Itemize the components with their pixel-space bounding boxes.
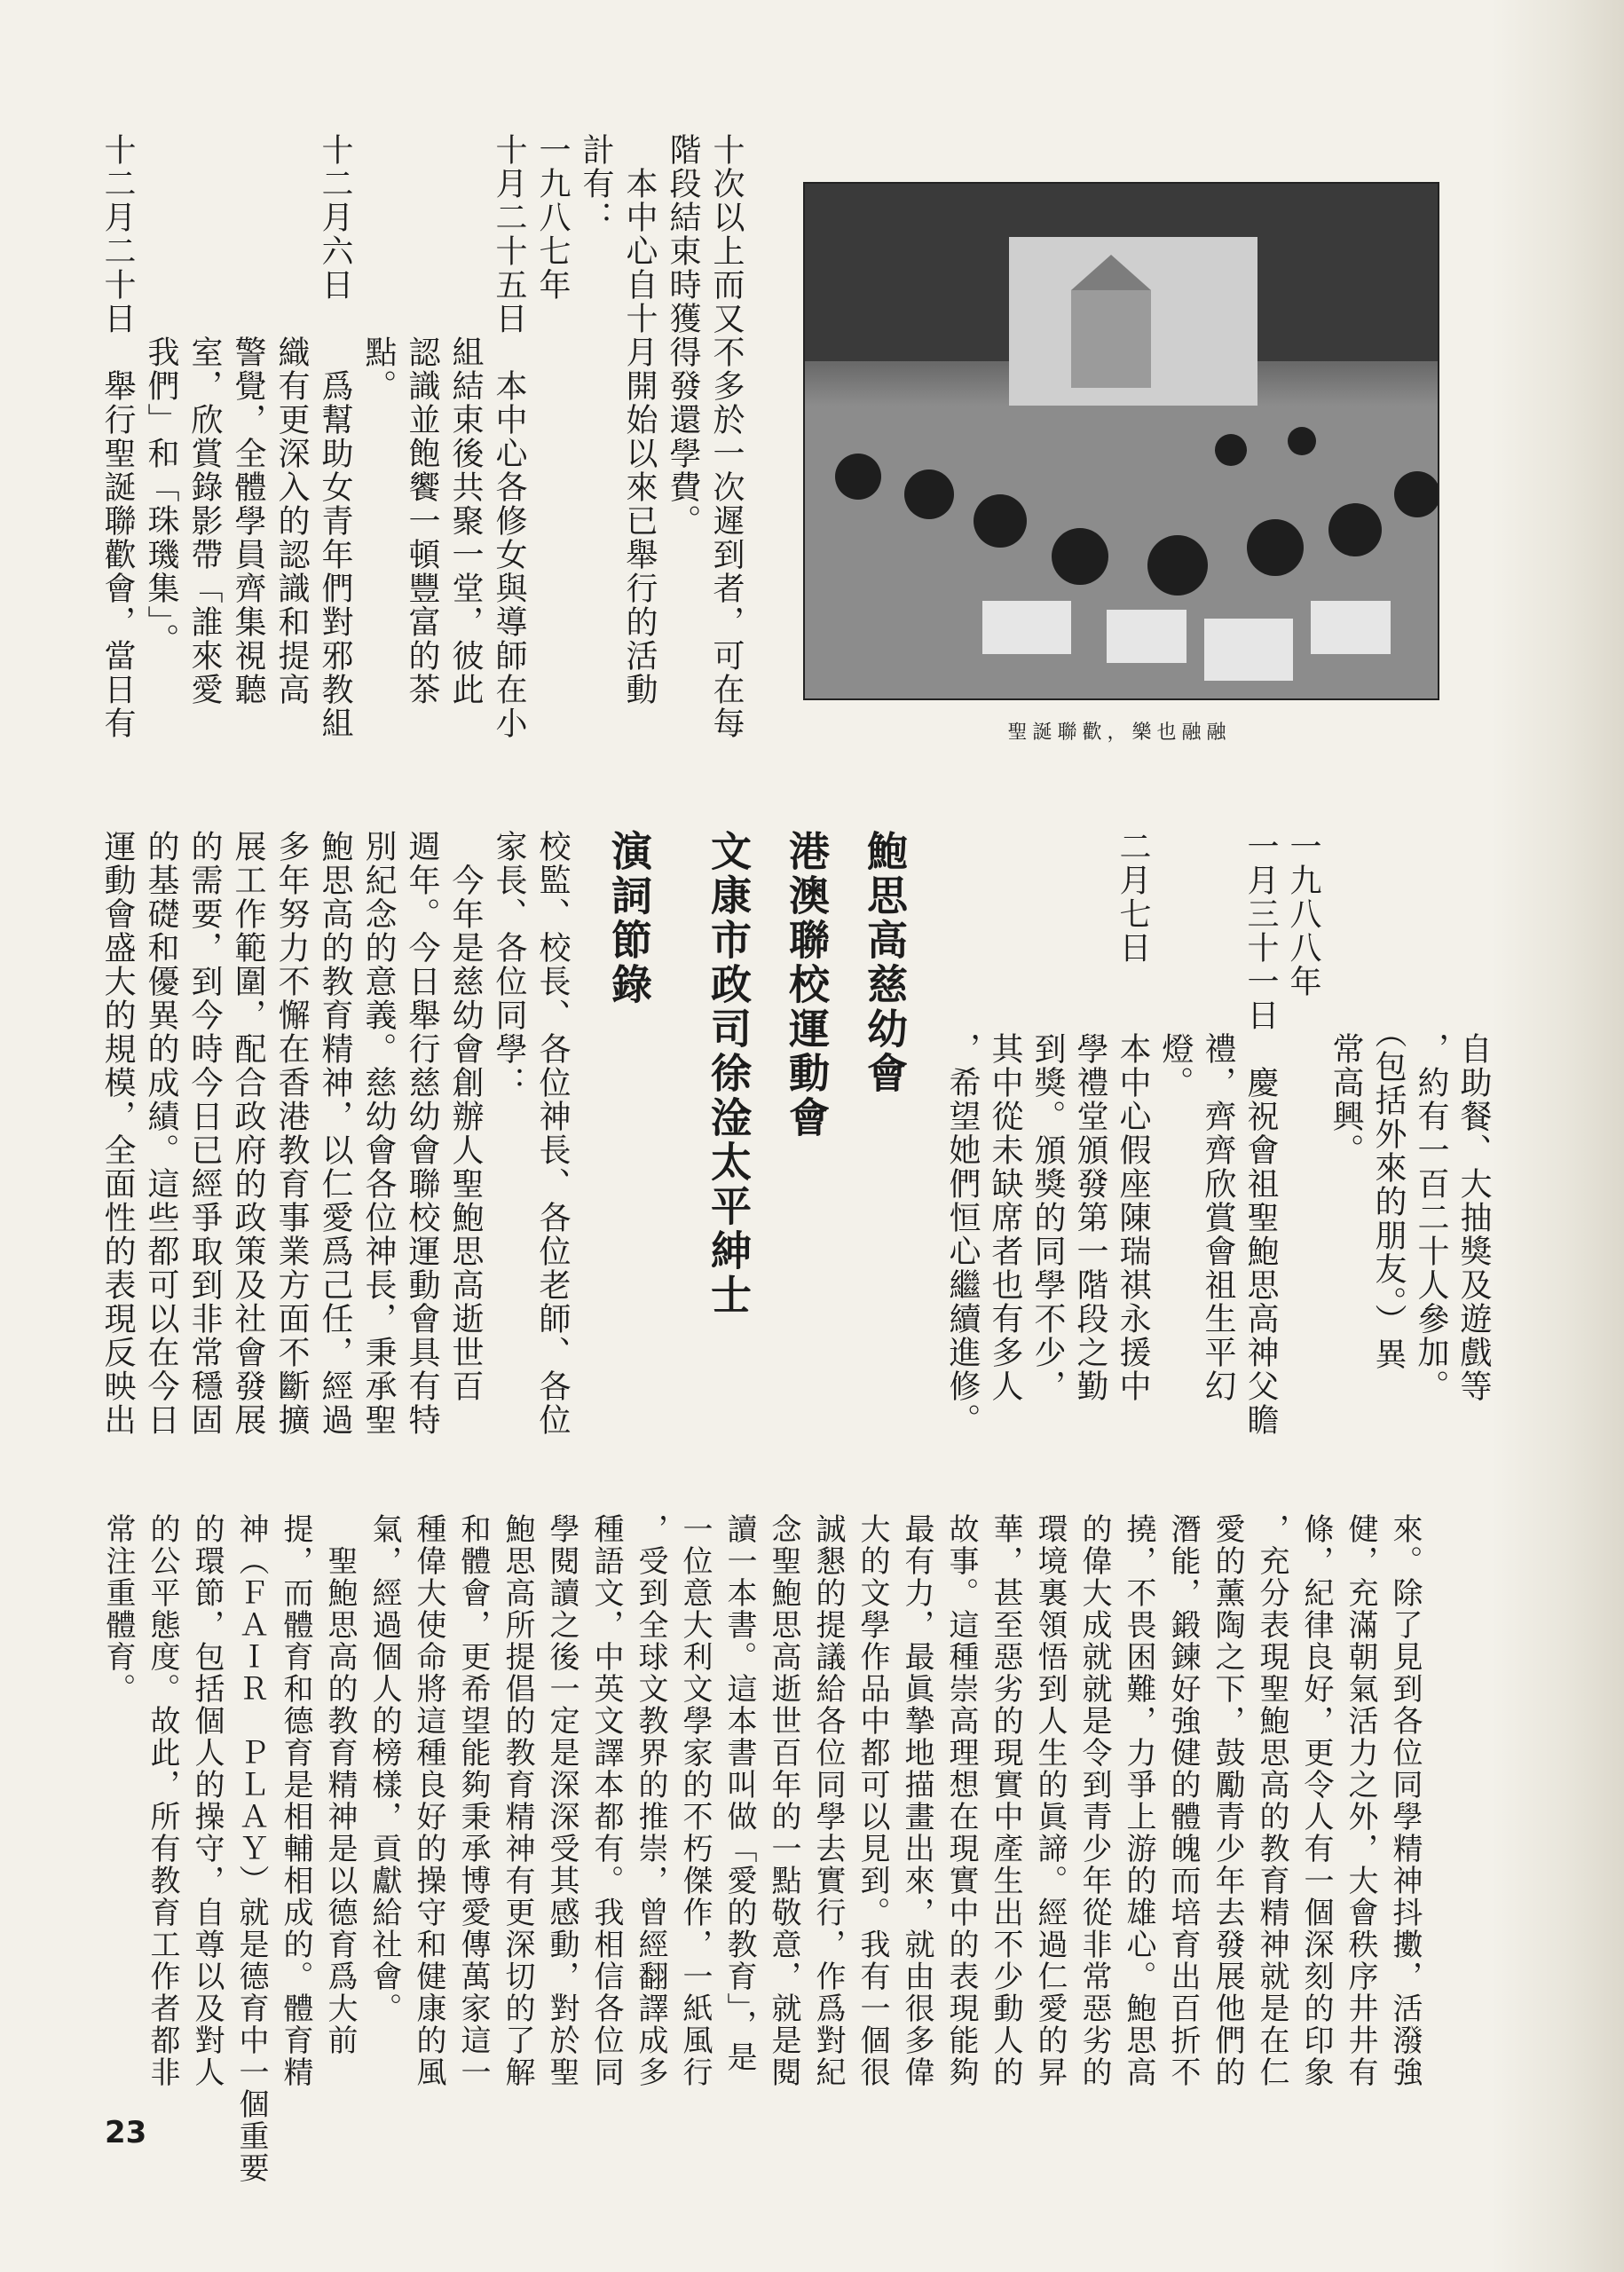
text-line: 種偉大使命將這種良好的操守和健康的風 [411,1513,446,2088]
text-line: 自助餐、大抽獎及遊戲等 [1455,830,1492,1403]
text-line: 愛的薰陶之下，鼓勵青少年去發展他們的 [1210,1513,1245,2088]
heading-salesian-society: 鮑思高慈幼會 [861,830,909,1096]
text-line: 常高興。 [1328,830,1364,1167]
text-line: 多年努力不懈在香港教育事業方面不斷擴 [273,830,310,1437]
text-line: ，約有一百二十人參加。 [1413,830,1449,1403]
text-line: 織有更深入的認識和提高 [273,133,310,706]
photo-caption: 聖誕聯歡，樂也融融 [1007,722,1232,744]
text-line: 禮，齊齊欣賞會祖生平幻 [1200,830,1236,1403]
text-line: 十二月二十日 舉行聖誕聯歡會，當日有 [99,133,136,740]
text-line: 健，充滿朝氣活力之外，大會秩序井井有 [1343,1513,1378,2088]
text-line: 警覺，全體學員齊集視聽 [230,133,266,706]
hall-scene-icon [805,184,1438,698]
text-line: 常注重體育。 [100,1513,136,1705]
middle-left-text-block [96,830,574,1442]
text-line: 到獎。頒獎的同學不少， [1029,830,1066,1403]
text-line: 種語文，中英文譯本都有。我相信各位同 [588,1513,624,2088]
text-line: 點。 [360,133,397,403]
text-line: 二月七日 本中心假座陳瑞祺永援中 [1115,830,1151,1403]
text-line: 別紀念的意義。慈幼會各位神長，秉承聖 [360,830,397,1437]
text-line: 提，而體育和德育是相輔相成的。體育精 [278,1513,313,2088]
top-text-block [96,133,748,754]
text-line: 條，紀律良好，更令人有一個深刻的印象 [1298,1513,1334,2088]
text-line: 計有： [578,133,614,234]
text-line: 組結束後共聚一堂，彼此 [447,133,484,706]
text-line: 聖鮑思高的教育精神是以德育爲大前 [322,1513,358,2056]
text-line: 家長、各位同學： [491,830,527,1100]
text-line: 氣，經過個人的榜樣，貢獻給社會。 [367,1513,402,2024]
text-line: 環境裏領悟到人生的眞諦。經過仁愛的昇 [1032,1513,1068,2088]
text-line: 和體會，更希望能夠秉承博愛傳萬家這一 [455,1513,491,2088]
text-line: 學閱讀之後一定是深深受其感動，對於聖 [544,1513,579,2088]
text-line: 潛能，鍛鍊好強健的體魄而培育出百折不 [1165,1513,1201,2088]
text-line: 的公平態度。故此，所有教育工作者都非 [145,1513,180,2088]
text-line: 的環節，包括個人的操守，自尊以及對人 [189,1513,225,2088]
text-line: 撓，不畏困難，力爭上游的雄心。鮑思高 [1121,1513,1156,2088]
text-line: 一位意大利文學家的不朽傑作，一紙風行 [677,1513,713,2088]
text-line: 十二月六日 爲幫助女青年們對邪教組 [317,133,353,740]
text-line: 的偉大成就就是令到青少年從非常惡劣的 [1076,1513,1112,2088]
christmas-party-photo [803,182,1439,700]
text-line: 大的文學作品中都可以見到。我有一個很 [855,1513,890,2088]
text-line: 神（ＦＡＩＲ ＰＬＡＹ）就是德育中一個重要 [233,1513,269,2184]
heading-joint-schools-sports-day: 港澳聯校運動會 [783,830,831,1140]
text-line: （包括外來的朋友。）異 [1370,830,1407,1371]
heading-speech-excerpt: 演詞節錄 [605,830,653,1007]
text-line: 最有力，最眞摯地描畫出來，就由很多偉 [899,1513,934,2088]
text-line: 十次以上而又不多於一次遲到者，可在每 [708,133,745,740]
text-line: ，充分表現聖鮑思高的教育精神就是在仁 [1254,1513,1289,2088]
page-edge [1491,0,1624,2272]
text-line: ，受到全球文教界的推崇，曾經翻譯成多 [633,1513,668,2088]
text-line: 其中從未缺席者也有多人 [987,830,1023,1403]
text-line: 十月二十五日 本中心各修女與導師在小 [491,133,527,740]
text-line: 階段結束時獲得發還學費。 [665,133,701,538]
text-line: 誠懇的提議給各位同學去實行，作爲對紀 [810,1513,846,2088]
text-line: 運動會盛大的規模，全面性的表現反映出 [99,830,136,1437]
text-line: 學禮堂頒發第一階段之勤 [1072,830,1108,1403]
text-line: 一九八七年 [534,133,571,302]
text-line: 念聖鮑思高逝世百年的一點敬意，就是閱 [766,1513,801,2088]
text-line: 今年是慈幼會創辦人聖鮑思高逝世百 [447,830,484,1403]
text-line: 認識並飽饗一頓豐富的茶 [404,133,440,706]
heading-speaker-name: 文康市政司徐淦太平紳士 [705,830,753,1318]
text-line: 一月三十一日 慶祝會祖聖鮑思高神父瞻 [1242,830,1279,1437]
text-line: 來。除了見到各位同學精神抖擻，活潑強 [1387,1513,1423,2088]
text-line: 一九八八年 [1285,830,1321,998]
text-line: 的需要，到今時今日已經爭取到非常穩固 [186,830,223,1437]
text-line: 我們」和「珠璣集」。 [143,133,179,657]
middle-right-text-block [941,830,1494,1437]
text-line: 鮑思高的教育精神，以仁愛爲己任，經過 [317,830,353,1437]
text-line: 週年。今日舉行慈幼會聯校運動會具有特 [404,830,440,1437]
text-line: 室，欣賞錄影帶「誰來愛 [186,133,223,706]
text-line: ，希望她們恒心繼續進修。 [944,830,981,1437]
text-line: 本中心自十月開始以來已舉行的活動 [621,133,658,706]
text-line: 燈。 [1157,830,1194,1100]
text-line: 讀一本書。這本書叫做「愛的教育」，是 [721,1513,757,2073]
text-line: 鮑思高所提倡的教育精神有更深切的了解 [500,1513,535,2088]
text-line: 華，甚至惡劣的現實中產生出不少動人的 [988,1513,1023,2088]
text-line: 校監、校長、各位神長、各位老師、各位 [534,830,571,1437]
text-line: 的基礎和優異的成績。這些都可以在今日 [143,830,179,1437]
text-line: 故事。這種崇高理想在現實中的表現能夠 [943,1513,979,2088]
page-number: 23 [105,2115,147,2150]
text-line: 展工作範圍，配合政府的政策及社會發展 [230,830,266,1437]
